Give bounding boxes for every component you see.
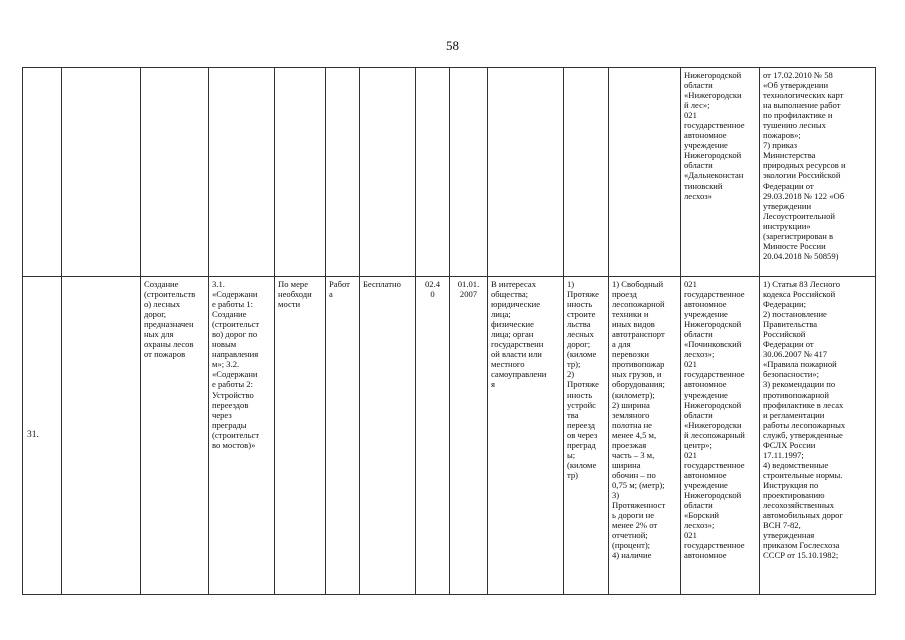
cell-legal-basis: 1) Статья 83 Лесного кодекса Российской Федерации; 2) постановление Правительства Российской Федерации от 30.06.2007 № 417 «Правила пожарной безопасности»; 3) рекомендации по противопожарной профилактике в лесах и регламентации работы лесопожарных служб, утвержденные ФСЛХ России 17.11.1997; 4) ведомственные строительные нормы. Инструкция по проектированию лесохозяйственных автомобильных дорог ВСН 7-82, утвержденная приказом Гослесхоза СССР от 15.10.1982;	[760, 277, 876, 595]
cell-frequency: По мере необходи мости	[275, 277, 326, 595]
table-row-31	[23, 277, 876, 595]
table-cell	[609, 68, 681, 277]
cell-work-content: 3.1. «Содержани е работы 1: Создание (строительст во) дорог по новым направления м»; 3.2. «Содержани е работы 2: Устройство переездов через преграды (строительст во мостов)»	[209, 277, 275, 595]
table-cell	[62, 68, 141, 277]
table-cell	[450, 68, 488, 277]
cell-legal-basis: от 17.02.2010 № 58 «Об утверждении технологических карт на выполнение работ по профилактике и тушению лесных пожаров»; 7) приказ Министерства природных ресурсов и экологии Российской Федерации от 29.03.2018 № 122 «Об утверждении Лесоустроительной инструкции» (зарегистрирован в Минюсте России 20.04.2018 № 50859)	[760, 68, 876, 277]
cell-date: 01.01. 2007	[450, 277, 488, 595]
table-row-continued	[23, 68, 876, 277]
cell-quality-indicators: 1) Свободный проезд лесопожарной техники и иных видов автотранспорт а для перевозки противопожар ных грузов, и оборудования; (километр); 2) ширина земляного полотна не менее 4,5 м, проезжая часть – 3 м, ширина обочин – по 0,75 м; (метр); 3) Протяженност ь дороги не менее 2% от отчетной; (процент); 4) наличие	[609, 277, 681, 595]
cell-volume-indicators: 1) Протяже нность строите льства лесных дорог; (киломе тр); 2) Протяже нность устройс тва переезд ов через преград ы; (киломе тр)	[564, 277, 609, 595]
table-cell	[360, 68, 416, 277]
table-cell	[416, 68, 450, 277]
cell-institutions: 021 государственное автономное учреждение Нижегородской области «Починковский лесхоз»; 021 государственное автономное учреждение Нижегородской области «Нижегородски й лесопожарный центр»; 021 государственное автономное учреждение Нижегородской области «Борский лесхоз»; 021 государственное автономное	[681, 277, 760, 595]
table-cell	[275, 68, 326, 277]
cell-row-number	[23, 68, 62, 277]
table-cell	[209, 68, 275, 277]
cell-institutions: Нижегородской области «Нижегородски й лес»; 021 государственное автономное учреждение Нижегородской области «Дальнеконстан тиновский лесхоз»	[681, 68, 760, 277]
cell-code: 02.4 0	[416, 277, 450, 595]
cell-consumers: В интересах общества; юридические лица; физические лица; орган государственн ой власти или местного самоуправлени я	[488, 277, 564, 595]
table-cell	[141, 68, 209, 277]
cell-row-number: 31.	[23, 277, 62, 595]
cell-payment: Бесплатно	[360, 277, 416, 595]
table-cell	[326, 68, 360, 277]
table-cell	[62, 277, 141, 595]
cell-type: Работ а	[326, 277, 360, 595]
page-number: 58	[446, 38, 459, 53]
services-register-table	[22, 67, 876, 595]
table-cell	[564, 68, 609, 277]
table-cell	[488, 68, 564, 277]
cell-service-name: Создание (строительств о) лесных дорог, предназначен ных для охраны лесов от пожаров	[141, 277, 209, 595]
